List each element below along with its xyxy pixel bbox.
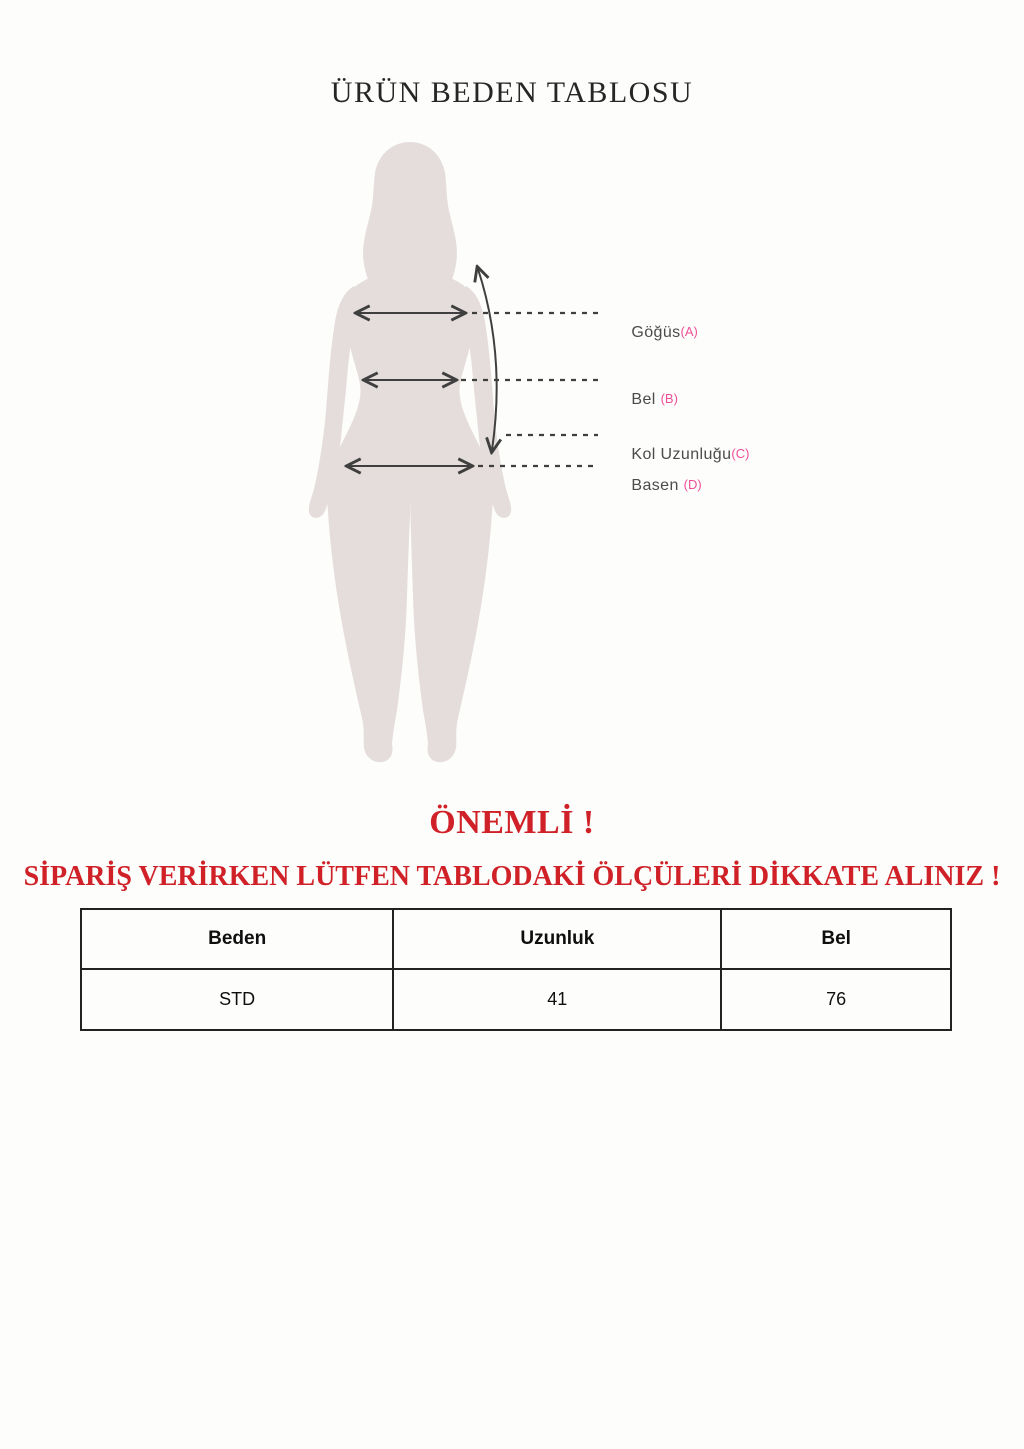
column-header-bel: Bel [721,909,951,969]
size-table [80,908,952,1031]
arm-length-arrow [478,269,497,450]
measurement-letter-d: (D) [683,477,702,492]
table-cell-waist: 76 [721,969,951,1030]
table-cell-length: 41 [393,969,721,1030]
warning-heading: ÖNEMLİ ! [429,804,595,841]
column-header-uzunluk: Uzunluk [393,909,721,969]
column-header-beden: Beden [81,909,393,969]
measurement-label-arm-length [612,425,750,463]
measurement-annotations [300,140,610,765]
measurement-name: Basen [631,477,684,494]
measurement-name: Göğüs [631,324,681,341]
measurement-label-chest [612,303,698,341]
measurement-label-hip [612,456,702,494]
measurement-letter-a: (A) [680,324,698,339]
measurement-label-waist [612,370,678,408]
table-row [81,969,951,1030]
measurement-letter-b: (B) [660,391,678,406]
measurement-name: Kol Uzunluğu [631,446,732,463]
page-title: ÜRÜN BEDEN TABLOSU [330,76,694,109]
measurement-letter-c: (C) [731,446,750,461]
warning-subheading: SİPARİŞ VERİRKEN LÜTFEN TABLODAKİ ÖLÇÜLERİ DİKKATE ALINIZ ! [23,861,1001,892]
table-cell-size: STD [81,969,393,1030]
measurement-name: Bel [631,391,661,408]
size-table-header-row [81,909,951,969]
